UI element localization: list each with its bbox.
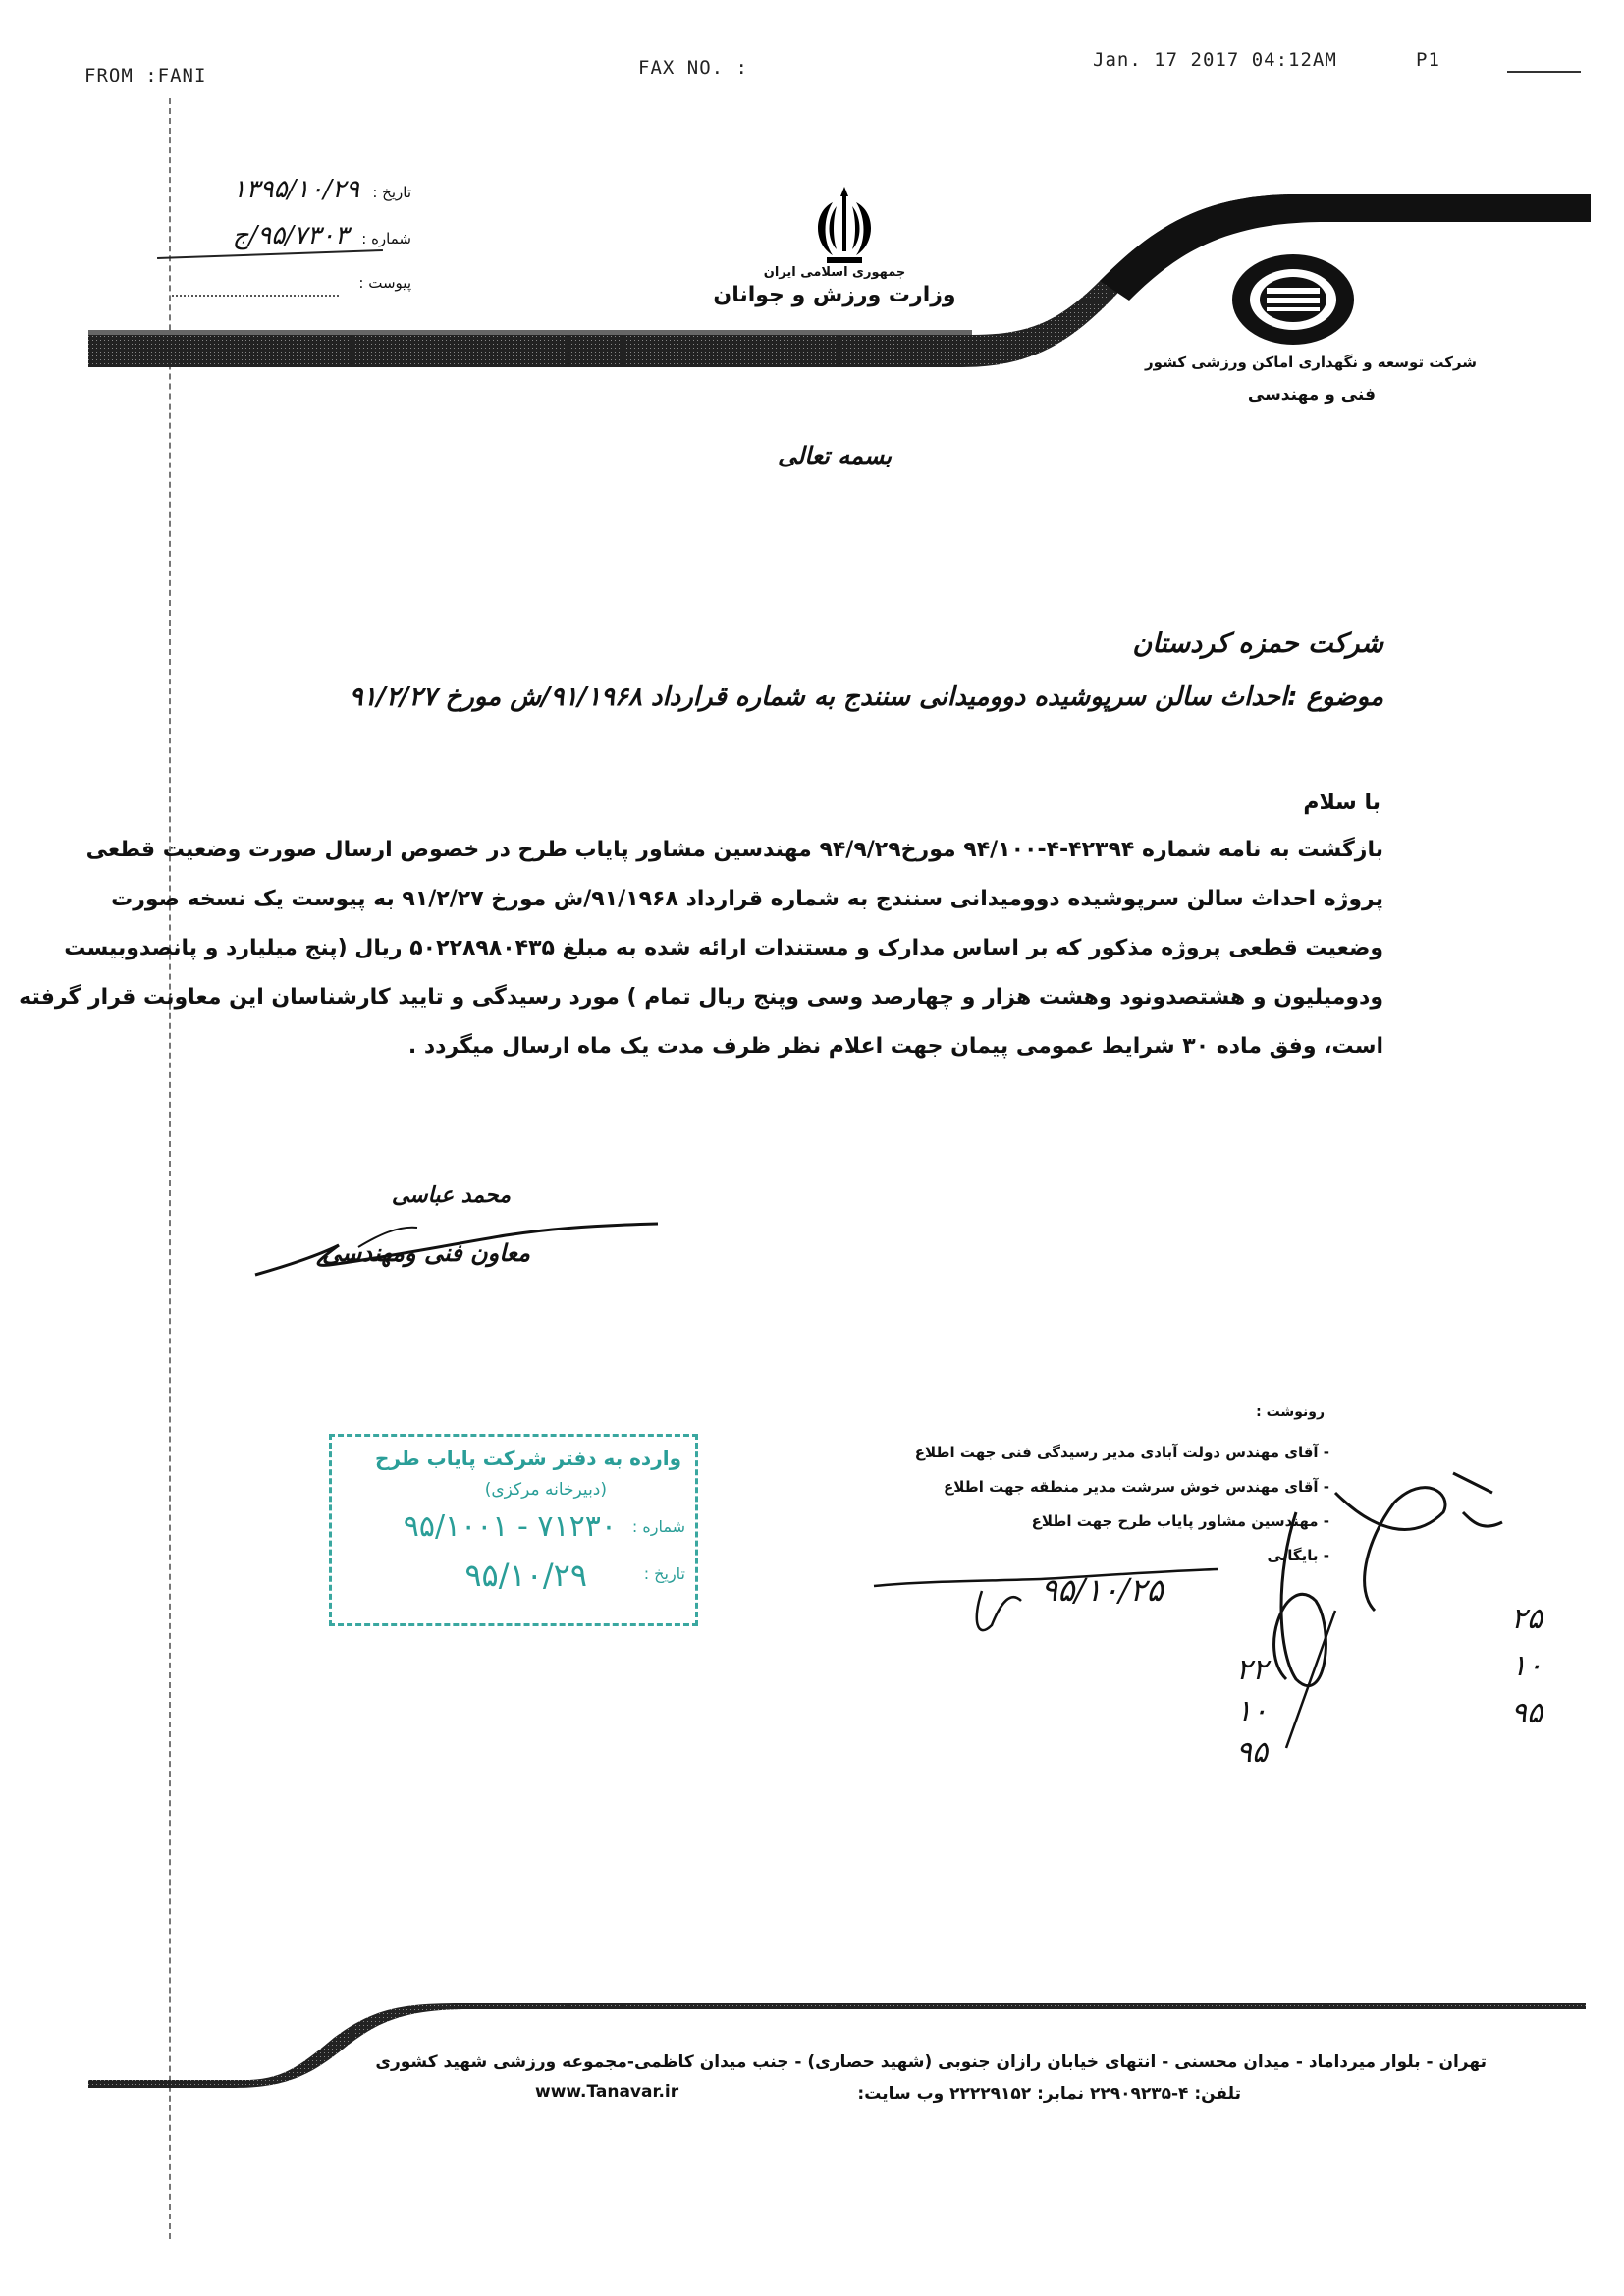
company-dept: فنی و مهندسی	[1247, 385, 1376, 405]
date-label: تاریخ :	[372, 184, 411, 201]
received-stamp	[329, 1434, 698, 1626]
number-label: شماره :	[361, 230, 411, 247]
handwritten-date-2-day: ۲۲	[1235, 1653, 1269, 1687]
stamp-date-label: تاریخ :	[643, 1564, 685, 1583]
body-line-4: ودومیلیون و هشتصدونود وهشت هزار و چهارصد وسی وپنج ریال تمام ) مورد رسیدگی و تایید کارشناسان این معاونت قرار گرفته	[19, 985, 1383, 1010]
cc-heading: رونوشت :	[1256, 1404, 1325, 1420]
stamp-number-label: شماره :	[631, 1517, 685, 1536]
footer-address: تهران - بلوار میرداماد - میدان محسنی - انتهای خیابان رازان جنوبی (شهید حصاری) - جنب میدان کاظمی-مجموعه ورزشی شهید کشوری	[375, 2052, 1487, 2072]
signature-scribble	[250, 1206, 663, 1285]
fax-from: FROM :FANI	[84, 65, 207, 86]
handwritten-date-1: ۹۵/۱۰/۲۵	[1041, 1571, 1164, 1609]
footer-band	[88, 1994, 1591, 2092]
greeting: با سلام	[1303, 791, 1380, 815]
number-value: ۹۵/۷۳۰۳/ج	[232, 221, 349, 250]
company-name: شرکت توسعه و نگهداری اماکن ورزشی کشور	[1145, 354, 1477, 371]
cc-item-4: - بایگانی	[1267, 1547, 1329, 1564]
fax-datetime: Jan. 17 2017 04:12AM	[1093, 49, 1337, 71]
ministry-republic: جمهوری اسلامی ایران	[763, 265, 906, 280]
stamp-line-2: (دبیرخانه مرکزی)	[484, 1480, 607, 1500]
subject: موضوع :احداث سالن سرپوشیده دوومیدانی سنندج به شماره قرارداد ۹۱/۱۹۶۸/ش مورخ ۹۱/۲/۲۷	[349, 683, 1383, 712]
body-line-3: وضعیت قطعی پروژه مذکور که بر اساس مدارک و مستندات ارائه شده به مبلغ ۵۰۲۲۸۹۸۰۴۳۵ ریال (پنج میلیارد و پانصدوبیست	[64, 936, 1383, 960]
cc-item-1: - آقای مهندس دولت آبادی مدیر رسیدگی فنی جهت اطلاع	[914, 1444, 1329, 1461]
fax-rule	[1507, 71, 1581, 73]
footer-website[interactable]: www.Tanavar.ir	[535, 2082, 679, 2102]
stamp-line-1: وارده به دفتر شرکت پایاب طرح	[374, 1447, 681, 1470]
attachment-label: پیوست :	[358, 274, 411, 292]
footer-phone: تلفن: ۴-۲۲۹۰۹۲۳۵ نمابر: ۲۲۲۲۹۱۵۲ وب سایت:	[857, 2084, 1241, 2104]
company-logo-icon	[1229, 250, 1357, 349]
stamp-number-value: ۷۱۲۳۰ - ۹۵/۱۰۰۱	[403, 1509, 617, 1544]
invocation: بسمه تعالی	[777, 442, 893, 469]
handwritten-scribbles	[864, 1453, 1512, 1807]
fax-page: P1	[1416, 49, 1440, 71]
handwritten-date-3-month: ۱۰	[1510, 1649, 1543, 1683]
fax-number: FAX NO. :	[638, 57, 748, 79]
signer-name: محمد عباسی	[391, 1183, 511, 1208]
ministry-name: وزارت ورزش و جوانان	[713, 283, 956, 307]
handwritten-date-2-month: ۱۰	[1235, 1694, 1269, 1728]
handwritten-date-2-year: ۹۵	[1235, 1735, 1269, 1770]
date-value: ۱۳۹۵/۱۰/۲۹	[232, 175, 359, 204]
handwritten-date-3	[1492, 1596, 1561, 1737]
body-line-5: است، وفق ماده ۳۰ شرایط عمومی پیمان جهت اعلام نظر ظرف مدت یک ماه ارسال میگردد .	[407, 1034, 1383, 1059]
body-line-1: بازگشت به نامه شماره ۴۲۳۹۴-۴-۹۴/۱۰۰ مورخ۹۴/۹/۲۹ مهندسین مشاور پایاب طرح در خصوص ارسال صورت وضعیت قطعی	[85, 838, 1383, 862]
body-line-2: پروژه احداث سالن سرپوشیده دوومیدانی سنندج به شماره قرارداد ۹۱/۱۹۶۸/ش مورخ ۹۱/۲/۲۷ به پیوست یک نسخه صورت	[111, 887, 1383, 911]
recipient: شرکت حمزه کردستان	[1132, 629, 1383, 659]
cc-item-3: - مهندسین مشاور پایاب طرح جهت اطلاع	[1031, 1512, 1329, 1530]
handwritten-date-2	[1218, 1650, 1286, 1774]
margin-line	[169, 98, 171, 2239]
signer-title: معاون فنی ومهندسی	[322, 1239, 530, 1267]
handwritten-date-3-year: ۹۵	[1510, 1696, 1543, 1730]
handwritten-date-3-day: ۲۵	[1510, 1602, 1543, 1636]
stamp-date-value: ۹۵/۱۰/۲۹	[464, 1557, 587, 1594]
cc-item-2: - آقای مهندس خوش سرشت مدیر منطقه جهت اطلاع	[944, 1478, 1329, 1496]
